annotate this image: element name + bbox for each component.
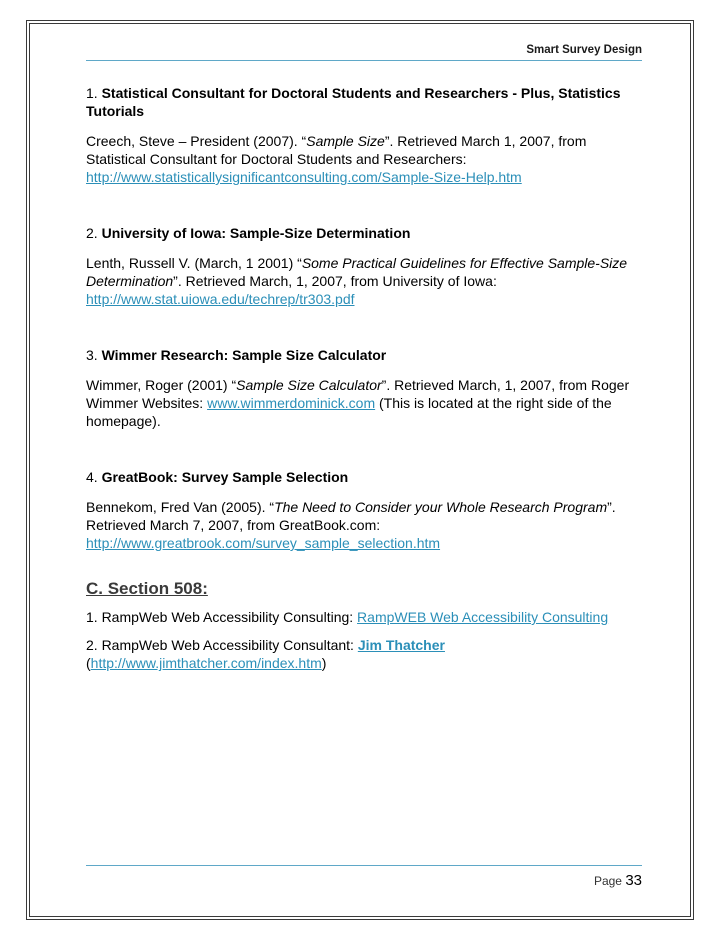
reference-number: 4.: [86, 469, 98, 485]
reference-work-title: The Need to Consider your Whole Research Program: [274, 499, 608, 515]
header-rule: [86, 60, 642, 61]
reference-work-title: Sample Size: [306, 133, 385, 149]
reference-1: [86, 84, 646, 186]
reference-body: Wimmer, Roger (2001) “Sample Size Calculator”. Retrieved March, 1, 2007, from Roger Wimmer Websites: www.wimmerdominick.com (This is located at the right side of the homepage).: [86, 377, 630, 429]
reference-body: Lenth, Russell V. (March, 1 2001) “Some Practical Guidelines for Effective Sample-Size Determination”. Retrieved March, 1, 2007, from University of Iowa: http://www.stat.uiowa.edu/techrep/tr303.pdf: [86, 255, 628, 307]
reference-body: Bennekom, Fred Van (2005). “The Need to Consider your Whole Research Program”. Retrieved March 7, 2007, from GreatBook.com: http://www.greatbrook.com/survey_sample_selection.htm: [86, 499, 616, 551]
reference-link[interactable]: http://www.greatbrook.com/survey_sample_selection.htm: [86, 535, 441, 551]
reference-work-title: Some Practical Guidelines for Effective Sample-Size Determination: [86, 255, 628, 289]
page-number: 33: [625, 872, 642, 889]
jim-thatcher-url-link[interactable]: http://www.jimthatcher.com/index.htm: [90, 655, 322, 671]
reference-link[interactable]: http://www.stat.uiowa.edu/techrep/tr303.pdf: [86, 291, 355, 307]
rampweb-link[interactable]: RampWEB Web Accessibility Consulting: [357, 609, 609, 625]
section-item-2: 2. RampWeb Web Accessibility Consultant: Jim Thatcher (http://www.jimthatcher.com/index.htm): [86, 637, 445, 671]
reference-3: [86, 346, 646, 430]
reference-title-text: University of Iowa: Sample-Size Determination: [101, 225, 411, 241]
reference-2: [86, 224, 646, 308]
reference-title-text: Wimmer Research: Sample Size Calculator: [101, 347, 387, 363]
reference-link[interactable]: http://www.statisticallysignificantconsulting.com/Sample-Size-Help.htm: [86, 169, 522, 185]
section-heading: C. Section 508:: [86, 579, 208, 598]
reference-4: [86, 468, 646, 552]
page-label: Page: [593, 874, 622, 888]
section-item-1: 1. RampWeb Web Accessibility Consulting: RampWEB Web Accessibility Consulting: [86, 609, 609, 625]
jim-thatcher-link[interactable]: Jim Thatcher: [357, 637, 445, 653]
reference-number: 3.: [86, 347, 98, 363]
reference-title: [86, 84, 646, 120]
reference-title: [86, 468, 646, 486]
reference-title: [86, 346, 646, 364]
document-body: [86, 84, 646, 682]
footer-rule: [86, 865, 642, 866]
reference-title-text: GreatBook: Survey Sample Selection: [101, 469, 349, 485]
page-footer: [594, 872, 642, 889]
reference-title: [86, 224, 646, 242]
reference-body: Creech, Steve – President (2007). “Sample Size”. Retrieved March 1, 2007, from Statistical Consultant for Doctoral Students and Researchers: http://www.statisticallysignificantconsulting.com/Sample-Size-Help.htm: [86, 133, 587, 185]
reference-number: 2.: [86, 225, 98, 241]
reference-number: 1.: [86, 85, 98, 101]
reference-work-title: Sample Size Calculator: [236, 377, 382, 393]
reference-link[interactable]: www.wimmerdominick.com: [207, 395, 376, 411]
header-title: Smart Survey Design: [526, 44, 642, 56]
reference-title-text: Statistical Consultant for Doctoral Students and Researchers - Plus, Statistics Tutorials: [86, 85, 621, 119]
